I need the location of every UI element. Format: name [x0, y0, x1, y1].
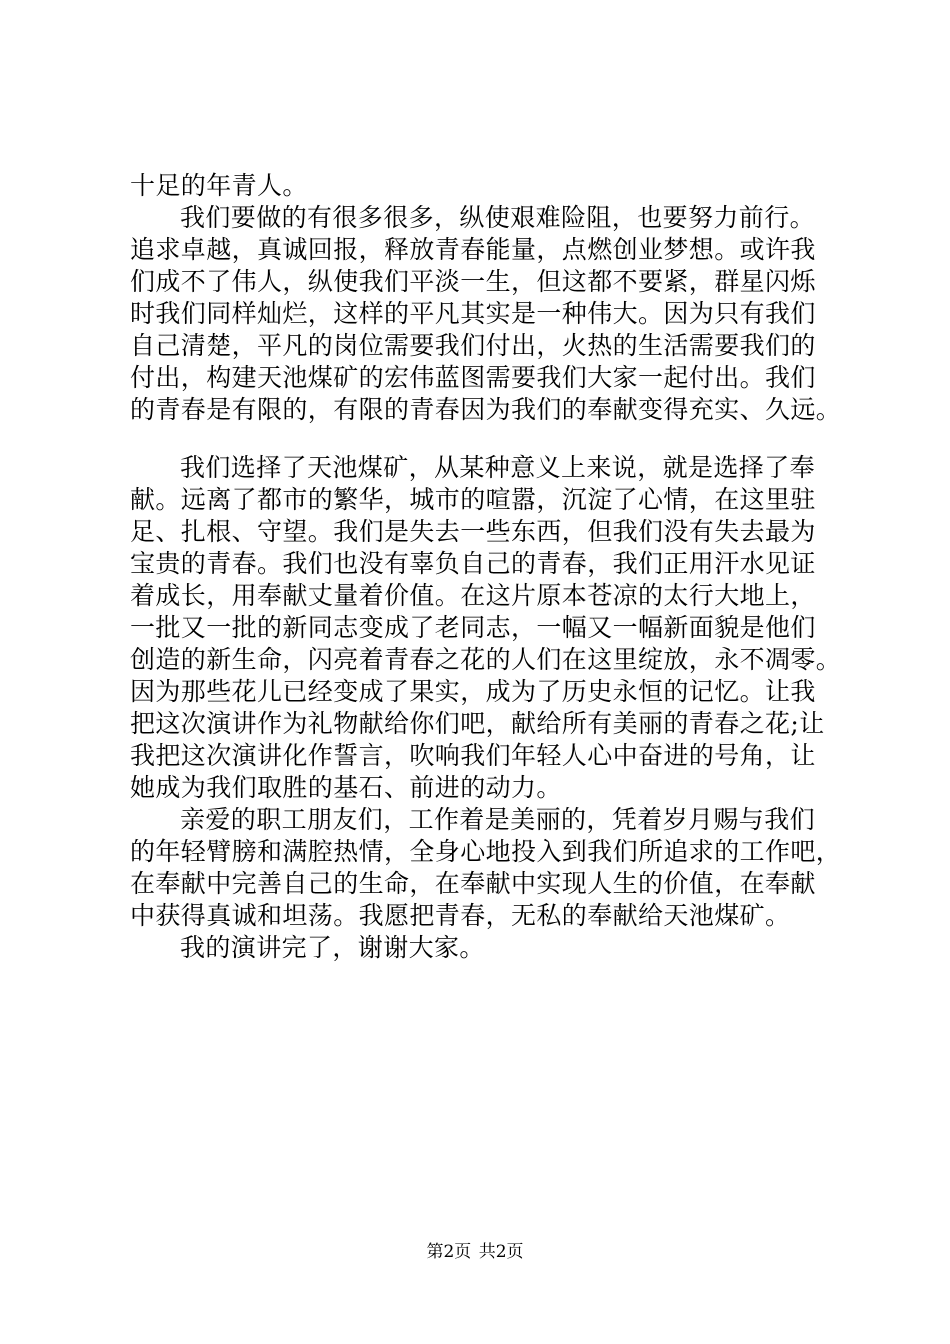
text-line: 宝贵的青春。我们也没有辜负自己的青春，我们正用汗水见证 — [130, 549, 816, 578]
page-footer — [0, 1240, 950, 1264]
text-line: 亲爱的职工朋友们，工作着是美丽的，凭着岁月赐与我们 — [180, 805, 816, 834]
paragraph-1 — [130, 170, 850, 202]
text-line: 自己清楚，平凡的岗位需要我们付出，火热的生活需要我们的 — [130, 331, 816, 360]
text-line: 我的演讲完了，谢谢大家。 — [180, 933, 485, 962]
text-line: 因为那些花儿已经变成了果实，成为了历史永恒的记忆。让我 — [130, 677, 816, 706]
text-line: 十足的年青人。 — [130, 171, 308, 200]
text-line: 我把这次演讲化作誓言，吹响我们年轻人心中奋进的号角，让 — [130, 741, 816, 770]
paragraph-2 — [130, 202, 850, 426]
total-pages: 共2页 — [478, 1242, 524, 1262]
text-line: 中获得真诚和坦荡。我愿把青春，无私的奉献给天池煤矿。 — [130, 901, 791, 930]
text-line: 的青春是有限的，有限的青春因为我们的奉献变得充实、久远。 — [130, 395, 842, 424]
text-line: 在奉献中完善自己的生命，在奉献中实现人生的价值，在奉献 — [130, 869, 816, 898]
text-line: 足、扎根、守望。我们是失去一些东西，但我们没有失去最为 — [130, 517, 816, 546]
paragraph-5 — [130, 932, 850, 964]
text-line: 我们选择了天池煤矿，从某种意义上来说，就是选择了奉 — [180, 453, 816, 482]
paragraph-spacer — [130, 426, 850, 452]
text-line: 把这次演讲作为礼物献给你们吧，献给所有美丽的青春之花;让 — [130, 709, 825, 738]
document-body — [130, 170, 850, 964]
text-line: 一批又一批的新同志变成了老同志，一幅又一幅新面貌是他们 — [130, 613, 816, 642]
page-number: 第2页 — [426, 1242, 472, 1262]
text-line: 付出，构建天池煤矿的宏伟蓝图需要我们大家一起付出。我们 — [130, 363, 816, 392]
text-line: 创造的新生命，闪亮着青春之花的人们在这里绽放，永不凋零。 — [130, 645, 842, 674]
text-line: 献。远离了都市的繁华，城市的喧嚣，沉淀了心情，在这里驻 — [130, 485, 816, 514]
text-line: 时我们同样灿烂，这样的平凡其实是一种伟大。因为只有我们 — [130, 299, 816, 328]
text-line: 的年轻臂膀和满腔热情，全身心地投入到我们所追求的工作吧， — [130, 837, 842, 866]
text-line: 们成不了伟人，纵使我们平淡一生，但这都不要紧，群星闪烁 — [130, 267, 816, 296]
paragraph-4 — [130, 804, 850, 932]
text-line: 她成为我们取胜的基石、前进的动力。 — [130, 773, 562, 802]
text-line: 追求卓越，真诚回报，释放青春能量，点燃创业梦想。或许我 — [130, 235, 816, 264]
text-line: 我们要做的有很多很多，纵使艰难险阻，也要努力前行。 — [180, 203, 816, 232]
paragraph-3 — [130, 452, 850, 804]
text-line: 着成长，用奉献丈量着价值。在这片原本苍凉的太行大地上， — [130, 581, 816, 610]
